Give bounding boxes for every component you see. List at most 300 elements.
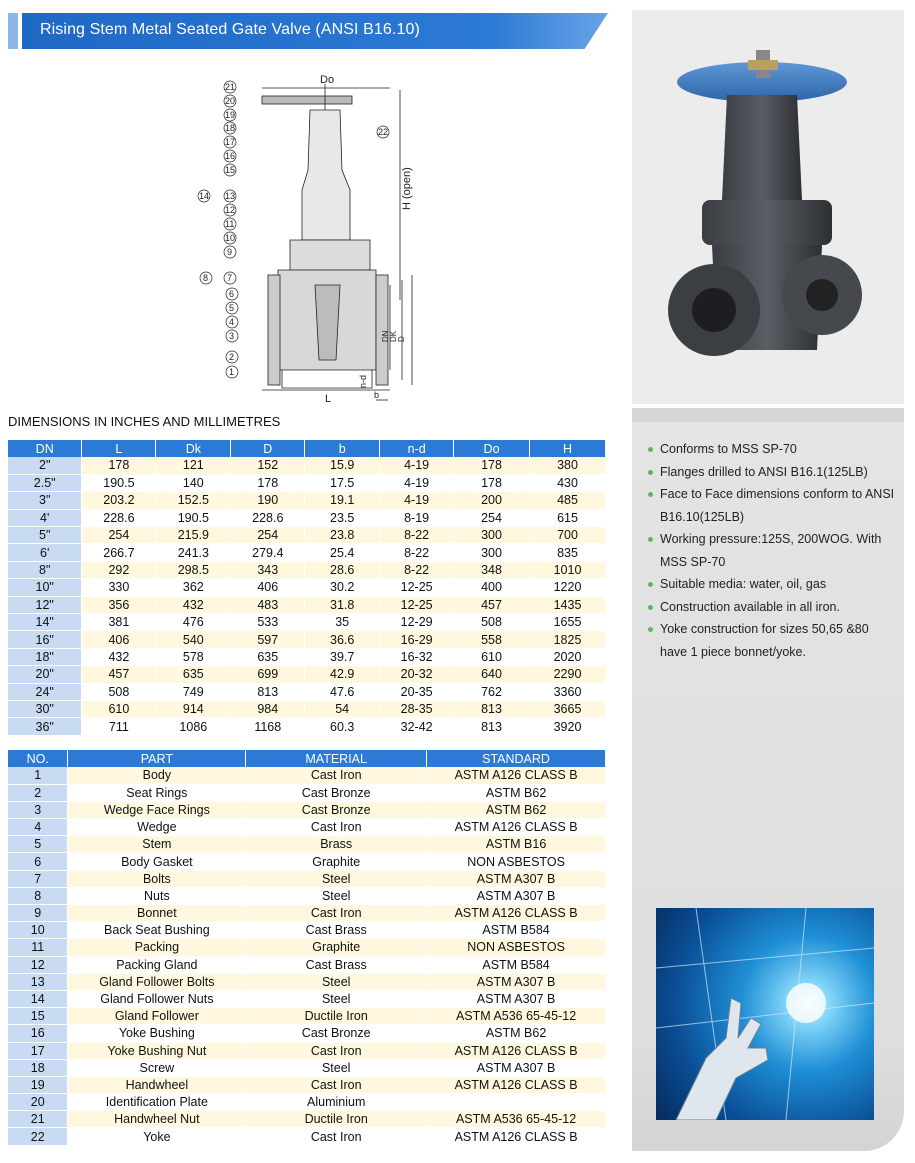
bullet-icon <box>648 470 653 475</box>
dim-cell: 610 <box>82 700 156 717</box>
part-cell: Graphite <box>246 853 427 870</box>
dim-cell: 3920 <box>530 718 606 735</box>
part-cell: ASTM A126 CLASS B <box>427 1128 606 1145</box>
part-cell: 19 <box>8 1076 68 1093</box>
callout-15: 15 <box>225 165 236 175</box>
spec-item <box>648 483 898 528</box>
table-row <box>8 474 606 491</box>
dim-cell: 178 <box>454 474 530 491</box>
part-cell: Cast Iron <box>246 1076 427 1093</box>
dim-header-cell: n-d <box>380 440 454 457</box>
dim-cell: 406 <box>231 579 305 596</box>
dimensions-table <box>8 440 606 736</box>
dim-cell: 12-29 <box>380 614 454 631</box>
part-cell: 9 <box>8 905 68 922</box>
table-row <box>8 1008 606 1025</box>
dim-cell: 28.6 <box>305 561 380 578</box>
dimensions-heading: DIMENSIONS IN INCHES AND MILLIMETRES <box>8 414 281 429</box>
part-cell <box>427 1094 606 1111</box>
dim-cell: 35 <box>305 614 380 631</box>
part-cell: Nuts <box>68 887 246 904</box>
part-cell: Body Gasket <box>68 853 246 870</box>
valve-cross-section-drawing <box>190 70 420 415</box>
dim-cell: 1168 <box>231 718 305 735</box>
dim-cell: 36.6 <box>305 631 380 648</box>
dim-cell: 190.5 <box>156 509 231 526</box>
part-cell: ASTM A536 65-45-12 <box>427 1111 606 1128</box>
dim-cell: 348 <box>454 561 530 578</box>
dim-cell: 42.9 <box>305 666 380 683</box>
part-cell: Wedge Face Rings <box>68 801 246 818</box>
bullet-icon <box>648 447 653 452</box>
table-row <box>8 631 606 648</box>
spec-item <box>648 461 898 484</box>
dim-cell: 228.6 <box>231 509 305 526</box>
part-cell: Bonnet <box>68 905 246 922</box>
spec-text: Face to Face dimensions conform to ANSI B16.10(125LB) <box>660 487 895 524</box>
spec-list <box>648 438 898 663</box>
dim-cell: 178 <box>454 457 530 474</box>
part-cell: ASTM A126 CLASS B <box>427 905 606 922</box>
table-row <box>8 819 606 836</box>
part-cell: Brass <box>246 836 427 853</box>
spec-item <box>648 438 898 461</box>
table-row <box>8 596 606 613</box>
dim-cell: 640 <box>454 666 530 683</box>
part-cell: Wedge <box>68 819 246 836</box>
dim-cell: 914 <box>156 700 231 717</box>
bullet-icon <box>648 582 653 587</box>
dim-cell: 6' <box>8 544 82 561</box>
part-cell: Packing Gland <box>68 956 246 973</box>
dim-cell: 813 <box>454 700 530 717</box>
dim-cell: 140 <box>156 474 231 491</box>
table-row <box>8 509 606 526</box>
robotic-hand-image <box>656 908 874 1120</box>
table-row <box>8 922 606 939</box>
part-cell: Handwheel <box>68 1076 246 1093</box>
dim-cell: 457 <box>454 596 530 613</box>
dim-cell: 635 <box>156 666 231 683</box>
part-cell: 7 <box>8 870 68 887</box>
dim-cell: 121 <box>156 457 231 474</box>
dim-cell: 8-22 <box>380 561 454 578</box>
part-cell: 1 <box>8 767 68 784</box>
part-header-cell: STANDARD <box>427 750 606 767</box>
table-row <box>8 801 606 818</box>
part-cell: Cast Brass <box>246 956 427 973</box>
table-row <box>8 870 606 887</box>
dim-cell: 711 <box>82 718 156 735</box>
table-row <box>8 836 606 853</box>
part-cell: 10 <box>8 922 68 939</box>
dim-header-cell: Dk <box>156 440 231 457</box>
dim-cell: 362 <box>156 579 231 596</box>
dim-cell: 3360 <box>530 683 606 700</box>
dim-header-cell: D <box>231 440 305 457</box>
dim-cell: 558 <box>454 631 530 648</box>
dim-cell: 610 <box>454 648 530 665</box>
part-cell: Cast Brass <box>246 922 427 939</box>
dim-cell: 400 <box>454 579 530 596</box>
dim-cell: 3" <box>8 492 82 509</box>
dim-cell: 8-22 <box>380 544 454 561</box>
part-cell: 18 <box>8 1059 68 1076</box>
dim-cell: 1825 <box>530 631 606 648</box>
dim-cell: 298.5 <box>156 561 231 578</box>
part-cell: 6 <box>8 853 68 870</box>
callout-7: 7 <box>227 273 233 283</box>
dim-cell: 200 <box>454 492 530 509</box>
part-cell: Identification Plate <box>68 1094 246 1111</box>
table-row <box>8 561 606 578</box>
dim-cell: 178 <box>231 474 305 491</box>
part-cell: ASTM A126 CLASS B <box>427 819 606 836</box>
dim-cell: 16-29 <box>380 631 454 648</box>
callout-22: 22 <box>378 127 389 137</box>
part-cell: Bolts <box>68 870 246 887</box>
dim-cell: 700 <box>530 527 606 544</box>
part-cell: Aluminium <box>246 1094 427 1111</box>
bullet-icon <box>648 537 653 542</box>
dim-cell: 508 <box>82 683 156 700</box>
part-cell: Cast Iron <box>246 767 427 784</box>
dim-cell: 28-35 <box>380 700 454 717</box>
part-cell: 16 <box>8 1025 68 1042</box>
part-cell: ASTM A307 B <box>427 990 606 1007</box>
dim-do: Do <box>320 74 335 86</box>
callout-11: 11 <box>225 219 235 229</box>
spec-item <box>648 528 898 573</box>
dim-cell: 5" <box>8 527 82 544</box>
table-row <box>8 1128 606 1145</box>
part-cell: 11 <box>8 939 68 956</box>
part-cell: Yoke Bushing <box>68 1025 246 1042</box>
callout-9: 9 <box>227 247 233 257</box>
dim-d: D <box>397 336 406 342</box>
panel-divider <box>632 408 904 422</box>
dim-cell: 8-19 <box>380 509 454 526</box>
dim-cell: 18" <box>8 648 82 665</box>
dim-cell: 485 <box>530 492 606 509</box>
dim-nd: n-d <box>358 374 368 388</box>
dim-cell: 432 <box>156 596 231 613</box>
callout-18: 18 <box>225 123 236 133</box>
part-cell: Seat Rings <box>68 784 246 801</box>
part-cell: Steel <box>246 973 427 990</box>
part-cell: Yoke <box>68 1128 246 1145</box>
part-cell: Yoke Bushing Nut <box>68 1042 246 1059</box>
dim-cell: 2.5" <box>8 474 82 491</box>
part-cell: Cast Iron <box>246 905 427 922</box>
dim-cell: 597 <box>231 631 305 648</box>
dim-cell: 4-19 <box>380 457 454 474</box>
table-row <box>8 784 606 801</box>
part-cell: 4 <box>8 819 68 836</box>
dim-h: H (open) <box>401 167 413 210</box>
dim-cell: 8-22 <box>380 527 454 544</box>
dim-cell: 508 <box>454 614 530 631</box>
dim-cell: 4' <box>8 509 82 526</box>
dim-cell: 300 <box>454 544 530 561</box>
dim-cell: 12-25 <box>380 596 454 613</box>
dim-l: L <box>325 393 332 405</box>
dim-cell: 343 <box>231 561 305 578</box>
dim-cell: 749 <box>156 683 231 700</box>
callout-1: 1 <box>229 367 235 377</box>
dim-cell: 228.6 <box>82 509 156 526</box>
dim-cell: 381 <box>82 614 156 631</box>
callout-10: 10 <box>225 233 236 243</box>
dim-cell: 14" <box>8 614 82 631</box>
table-row <box>8 683 606 700</box>
part-cell: Cast Iron <box>246 1128 427 1145</box>
part-cell: 2 <box>8 784 68 801</box>
callout-20: 20 <box>225 96 236 106</box>
spec-item <box>648 596 898 619</box>
spec-text: Construction available in all iron. <box>660 599 840 614</box>
dim-cell: 615 <box>530 509 606 526</box>
dim-cell: 635 <box>231 648 305 665</box>
dim-dk: DK <box>389 330 398 342</box>
callout-21: 21 <box>225 82 236 92</box>
part-cell: Ductile Iron <box>246 1111 427 1128</box>
page-title: Rising Stem Metal Seated Gate Valve (ANSI B16.10) <box>40 21 420 38</box>
dim-cell: 30.2 <box>305 579 380 596</box>
table-row <box>8 527 606 544</box>
part-cell: ASTM A126 CLASS B <box>427 1042 606 1059</box>
dim-cell: 215.9 <box>156 527 231 544</box>
part-cell: NON ASBESTOS <box>427 853 606 870</box>
table-row <box>8 614 606 631</box>
dim-cell: 1086 <box>156 718 231 735</box>
table-row <box>8 1111 606 1128</box>
part-cell: 8 <box>8 887 68 904</box>
dim-cell: 3665 <box>530 700 606 717</box>
table-row <box>8 492 606 509</box>
dim-cell: 20-35 <box>380 683 454 700</box>
table-row <box>8 457 606 474</box>
callout-16: 16 <box>225 151 236 161</box>
dim-cell: 54 <box>305 700 380 717</box>
dim-header-cell: L <box>82 440 156 457</box>
dim-cell: 152.5 <box>156 492 231 509</box>
part-header-cell: MATERIAL <box>246 750 427 767</box>
parts-table <box>8 750 606 1146</box>
dim-cell: 36" <box>8 718 82 735</box>
bullet-icon <box>648 627 653 632</box>
dim-cell: 254 <box>454 509 530 526</box>
table-row <box>8 718 606 735</box>
spec-text: Suitable media: water, oil, gas <box>660 577 827 591</box>
dim-cell: 241.3 <box>156 544 231 561</box>
dim-cell: 12-25 <box>380 579 454 596</box>
dim-cell: 31.8 <box>305 596 380 613</box>
dim-header-cell: H <box>530 440 606 457</box>
part-cell: Gland Follower Bolts <box>68 973 246 990</box>
dim-cell: 483 <box>231 596 305 613</box>
dim-cell: 1220 <box>530 579 606 596</box>
dim-cell: 19.1 <box>305 492 380 509</box>
bullet-icon <box>648 605 653 610</box>
dim-cell: 578 <box>156 648 231 665</box>
part-cell: 21 <box>8 1111 68 1128</box>
dim-cell: 266.7 <box>82 544 156 561</box>
title-stripe <box>8 13 18 49</box>
table-row <box>8 1076 606 1093</box>
callout-8: 8 <box>203 273 209 283</box>
dim-cell: 292 <box>82 561 156 578</box>
title-banner <box>8 13 608 49</box>
part-cell: ASTM B62 <box>427 784 606 801</box>
dim-cell: 984 <box>231 700 305 717</box>
part-cell: Graphite <box>246 939 427 956</box>
part-cell: 14 <box>8 990 68 1007</box>
part-cell: ASTM B62 <box>427 1025 606 1042</box>
table-row <box>8 767 606 784</box>
dim-cell: 432 <box>82 648 156 665</box>
part-cell: Cast Iron <box>246 819 427 836</box>
part-header-cell: PART <box>68 750 246 767</box>
part-cell: 12 <box>8 956 68 973</box>
part-cell: Steel <box>246 870 427 887</box>
callout-13: 13 <box>225 191 236 201</box>
dim-cell: 279.4 <box>231 544 305 561</box>
dim-cell: 380 <box>530 457 606 474</box>
part-cell: Back Seat Bushing <box>68 922 246 939</box>
dim-cell: 4-19 <box>380 492 454 509</box>
part-cell: 22 <box>8 1128 68 1145</box>
spec-item <box>648 573 898 596</box>
part-cell: Cast Bronze <box>246 801 427 818</box>
dim-dn: DN <box>381 330 390 342</box>
bullet-icon <box>648 492 653 497</box>
dim-cell: 25.4 <box>305 544 380 561</box>
dim-cell: 15.9 <box>305 457 380 474</box>
robot-hand-graphic <box>656 908 874 1120</box>
dim-cell: 190.5 <box>82 474 156 491</box>
dim-cell: 24" <box>8 683 82 700</box>
dim-cell: 8" <box>8 561 82 578</box>
dim-cell: 203.2 <box>82 492 156 509</box>
dim-cell: 30" <box>8 700 82 717</box>
table-row <box>8 973 606 990</box>
dim-cell: 330 <box>82 579 156 596</box>
table-row <box>8 1025 606 1042</box>
part-cell: ASTM B584 <box>427 956 606 973</box>
callout-5: 5 <box>229 303 235 313</box>
dim-cell: 476 <box>156 614 231 631</box>
callout-17: 17 <box>225 137 236 147</box>
dim-cell: 16-32 <box>380 648 454 665</box>
table-row <box>8 990 606 1007</box>
table-row <box>8 666 606 683</box>
part-cell: Handwheel Nut <box>68 1111 246 1128</box>
callout-3: 3 <box>229 331 235 341</box>
dim-cell: 2290 <box>530 666 606 683</box>
part-cell: Steel <box>246 1059 427 1076</box>
dim-cell: 17.5 <box>305 474 380 491</box>
dim-header-cell: b <box>305 440 380 457</box>
table-row <box>8 648 606 665</box>
spec-text: Yoke construction for sizes 50,65 &80 have 1 piece bonnet/yoke. <box>660 622 869 659</box>
dim-cell: 23.5 <box>305 509 380 526</box>
part-cell: ASTM A307 B <box>427 870 606 887</box>
spec-text: Conforms to MSS SP-70 <box>660 442 797 456</box>
dim-cell: 47.6 <box>305 683 380 700</box>
part-cell: Cast Bronze <box>246 1025 427 1042</box>
dim-cell: 10" <box>8 579 82 596</box>
callout-6: 6 <box>229 289 235 299</box>
table-row <box>8 544 606 561</box>
table-row <box>8 853 606 870</box>
part-cell: ASTM A307 B <box>427 1059 606 1076</box>
part-cell: Cast Bronze <box>246 784 427 801</box>
table-row <box>8 1042 606 1059</box>
dim-cell: 430 <box>530 474 606 491</box>
dim-cell: 60.3 <box>305 718 380 735</box>
part-cell: Gland Follower <box>68 1008 246 1025</box>
dim-cell: 39.7 <box>305 648 380 665</box>
part-cell: 3 <box>8 801 68 818</box>
valve-photo-panel <box>632 10 904 404</box>
part-cell: Cast Iron <box>246 1042 427 1059</box>
table-row <box>8 700 606 717</box>
table-row <box>8 1059 606 1076</box>
callout-14: 14 <box>199 191 210 201</box>
dim-cell: 12" <box>8 596 82 613</box>
dim-cell: 300 <box>454 527 530 544</box>
part-cell: 13 <box>8 973 68 990</box>
dim-cell: 457 <box>82 666 156 683</box>
part-cell: Gland Follower Nuts <box>68 990 246 1007</box>
dim-cell: 2" <box>8 457 82 474</box>
dim-cell: 1435 <box>530 596 606 613</box>
part-cell: ASTM A126 CLASS B <box>427 767 606 784</box>
part-cell: ASTM A307 B <box>427 887 606 904</box>
part-cell: ASTM B584 <box>427 922 606 939</box>
dim-cell: 4-19 <box>380 474 454 491</box>
part-header-cell: NO. <box>8 750 68 767</box>
dim-cell: 16" <box>8 631 82 648</box>
dim-cell: 762 <box>454 683 530 700</box>
dim-cell: 1655 <box>530 614 606 631</box>
dim-cell: 813 <box>454 718 530 735</box>
dim-b: b <box>374 390 380 400</box>
part-cell: ASTM A307 B <box>427 973 606 990</box>
part-cell: Packing <box>68 939 246 956</box>
dim-header-cell: DN <box>8 440 82 457</box>
dim-cell: 190 <box>231 492 305 509</box>
table-row <box>8 939 606 956</box>
callout-12: 12 <box>225 205 236 215</box>
part-cell: 20 <box>8 1094 68 1111</box>
dim-cell: 152 <box>231 457 305 474</box>
dim-cell: 533 <box>231 614 305 631</box>
part-cell: Steel <box>246 990 427 1007</box>
table-row <box>8 579 606 596</box>
part-cell: ASTM A536 65-45-12 <box>427 1008 606 1025</box>
valve-photo <box>632 10 904 404</box>
dim-cell: 1010 <box>530 561 606 578</box>
callout-19: 19 <box>225 110 236 120</box>
dim-cell: 32-42 <box>380 718 454 735</box>
dim-cell: 813 <box>231 683 305 700</box>
dim-cell: 178 <box>82 457 156 474</box>
dim-cell: 254 <box>82 527 156 544</box>
callout-4: 4 <box>229 317 235 327</box>
dim-cell: 254 <box>231 527 305 544</box>
